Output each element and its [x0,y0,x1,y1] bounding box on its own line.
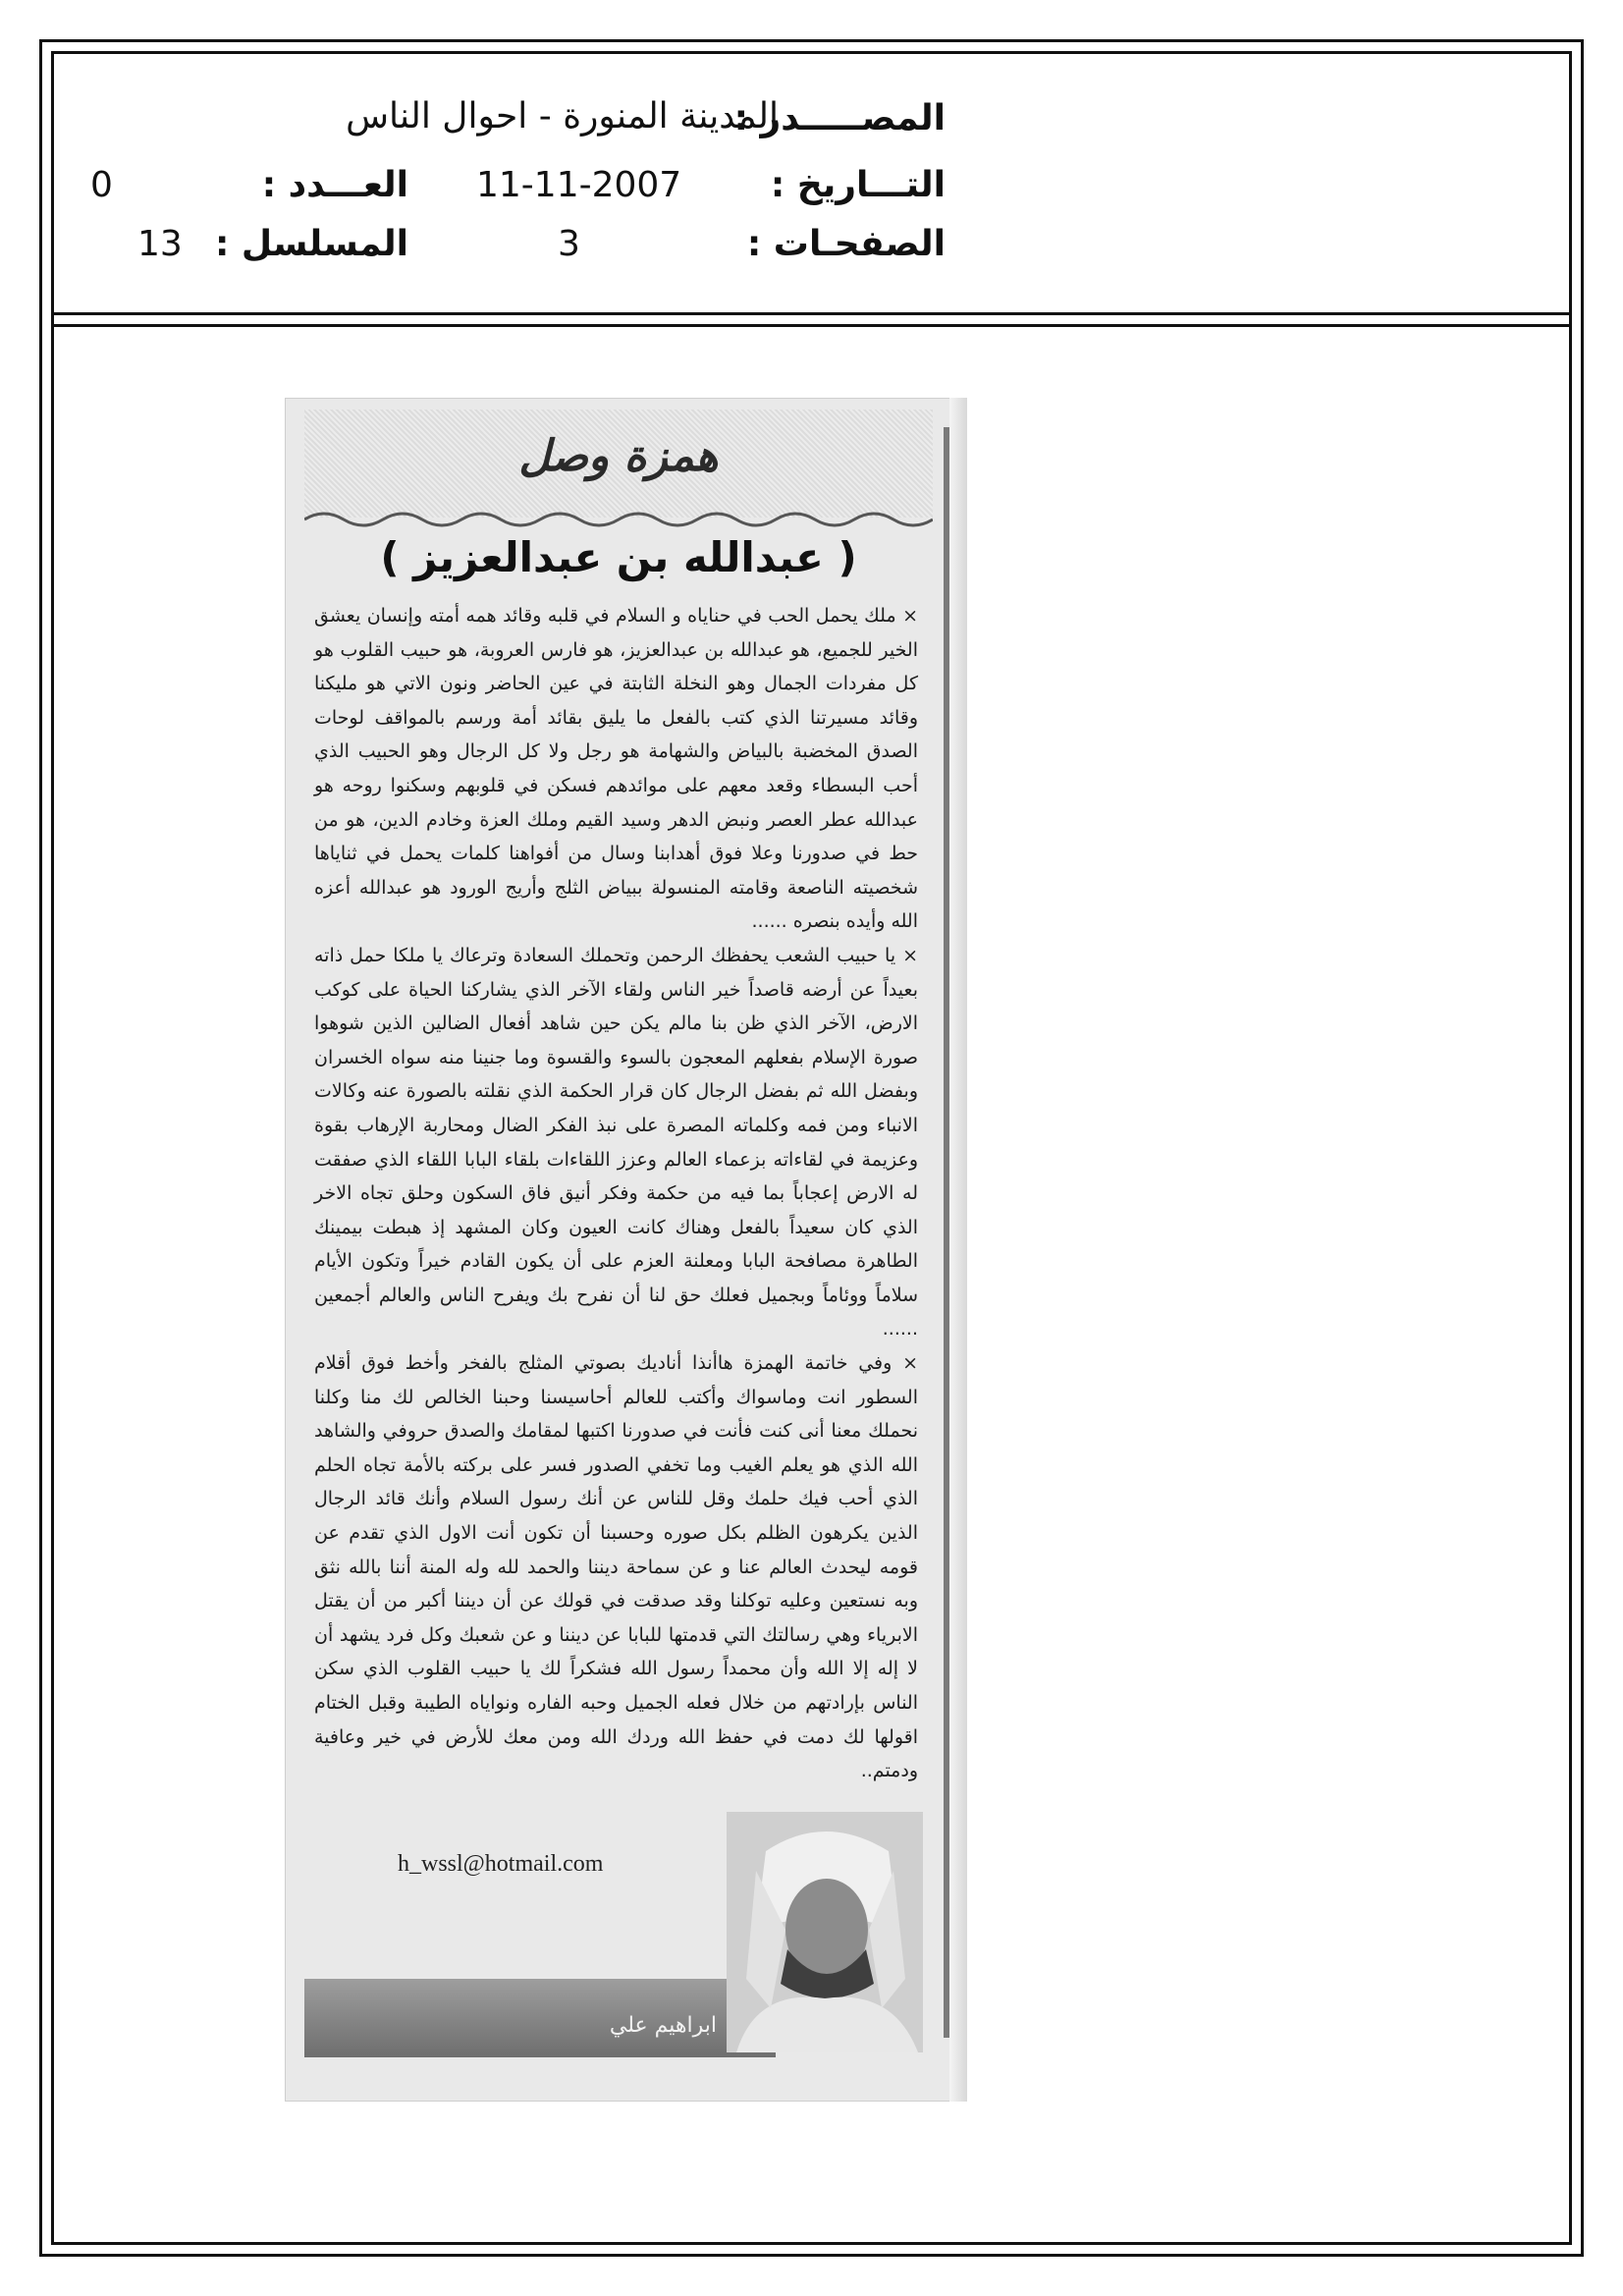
portrait-image [727,1812,923,2052]
header-divider-double [51,324,1572,327]
header-divider [51,312,1572,315]
article-paragraph: × ملك يحمل الحب في حناياه و السلام في قلبه وقائد همه أمته وإنسان يعشق الخير للجميع، هو عبدالله بن عبدالعزيز، هو فارس العروبة، هو حبيب القلوب هو كل مفردات الجمال وهو النخلة الثابتة في عين الحاضر ونون الاتي هو مليكنا وقائد مسيرتنا الذي كتب بالفعل ما يليق بقائد أمة ورسم بالمواقف لوحات الصدق المخضبة بالبياض والشهامة هو رجل ولا كل الرجال وهو الحبيب الذي أحب البسطاء وقعد معهم على موائدهم فسكن في قلوبهم وسكنوا روحه هو عبدالله عطر العصر ونبض الدهر وسيد القيم وملك العزة وخادم الدين، هو من حط في صدورنا وعلا فوق أهدابنا وسال من أفواهنا كلمات يحمل في ثناياها شخصيته الناصعة وقامته المنسولة ببياض الثلج وأريج الورود هو عبدالله أعزه الله وأيده بنصره ...... [314,605,918,933]
source-value: المدينة المنورة - احوال الناس [346,96,779,137]
date-value: 11-11-2007 [476,165,682,205]
source-label: المصـــــدر : [733,98,946,138]
column-banner-title: همزة وصل [518,431,719,481]
date-label: التـــاريخ : [770,165,946,205]
pages-value: 3 [558,224,580,264]
serial-value: 13 [137,224,183,264]
column-rule [944,427,949,2038]
author-photo [727,1812,923,2052]
issue-label: العـــدد : [261,165,408,205]
serial-label: المسلسل : [214,224,408,264]
article-paragraph: × يا حبيب الشعب يحفظك الرحمن وتحملك السعادة وترعاك يا ملكا حمل ذاته بعيداً عن أرضه قاصداً خير الناس ولقاء الآخر الذي يشاركنا الحياة على كوكب الارض، الآخر الذي ظن بنا مالم يكن حين شاهد أفعال الضالين الذين شوهوا صورة الإسلام بفعلهم المعجون بالسوء والقسوة وما جنينا منه سواه الخسران وبفضل الله ثم بفضل الرجال كان قرار الحكمة الذي نقلته بالصورة عنه وكالات الانباء ومن فمه وكلماته المصرة على نبذ الفكر الضال ومحاربة الإرهاب بقوة وعزيمة في لقاءاته بزعماء العالم وعزز اللقاءات بلقاء البابا اللقاء الذي صفقت له الارض إعجاباً بما فيه من حكمة وفكر أنيق فاق السكون وحلق تجاه الاخر الذي كان سعيداً بالفعل وهناك كانت العيون وكان المشهد إذ هبطت بيمينك الطاهرة مصافحة البابا ومعلنة العزم على أن يكون القادم خيراً وتكون الأيام سلاماً ووئاماً وبجميل فعلك حق لنا أن نفرح بك ويفرح الناس والعالم أجمعين ...... [314,944,918,1340]
pages-label: الصفحـات : [746,224,946,264]
author-email: h_wssl@hotmail.com [398,1851,604,1877]
issue-value: 0 [90,165,113,205]
article-paragraph: × وفي خاتمة الهمزة هاأنذا أناديك بصوتي المثلج بالفخر وأخط فوق أقلام السطور انت وماسواك وأكتب للعالم أحاسيسنا وحبنا الخالص لك منا وكلنا نحملك معنا أنى كنت فأنت في صدورنا اكتبها لمقامك والصدق حروفي والشاهد الله الذي هو يعلم الغيب وما تخفي الصدور فسر على بركته بالأمة تجاه الحلم الذي أحب فيك حلمك وقل للناس عن أنك رسول السلام وأنك قائد الرجال الذين يكرهون الظلم بكل صوره وحسبنا أن تكون أنت الاول الذي تقدم عن قومه ليحدث العالم عنا و عن سماحة ديننا والحمد لله وله المنة أننا بالله نثق وبه نستعين وعليه توكلنا وقد صدقت في قولك عن أن ديننا أكبر من أن يقتل الابرياء وهي رسالتك التي قدمتها للبابا عن ديننا و عن شعبك وكل فرد يشهد أن لا إله إلا الله وأن محمداً رسول الله فشكراً لك يا حبيب القلوب الذي سكن الناس بإرادتهم من خلال فعله الجميل وحبه الفاره ونواياه الطيبة وقبل الختام اقولها لك دمت في حفظ الله وردك الله ومن معك للأرض في خير وعافية ودمتم.. [314,1352,918,1782]
page-fold-shadow [949,398,967,2102]
column-banner [304,410,933,518]
article-body [314,599,918,1788]
wavy-divider [304,506,933,531]
newspaper-clipping [285,398,967,2102]
author-name: ابراهيم علي [609,2013,717,2038]
article-title: ( عبدالله بن عبدالعزيز ) [380,533,857,581]
